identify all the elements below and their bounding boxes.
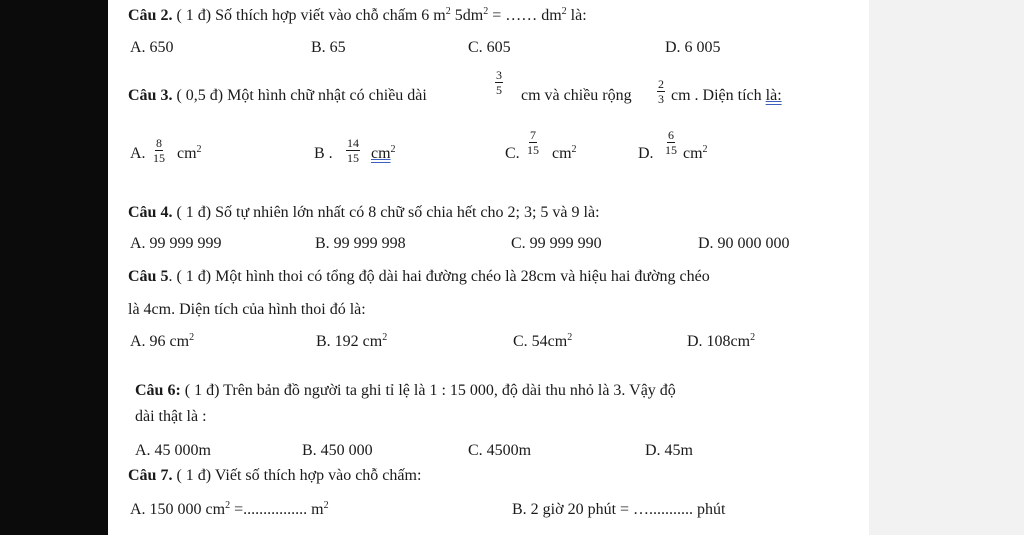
option-text: A. 150 000 cm (130, 501, 226, 518)
question-5-line2: là 4cm. Diện tích của hình thoi đó là: (128, 301, 366, 318)
q3-option-c-fraction (526, 128, 540, 157)
fraction-numerator: 6 (668, 128, 674, 142)
fraction-denominator: 15 (665, 143, 677, 157)
question-4-text: ( 1 đ) Số tự nhiên lớn nhất có 8 chữ số chia hết cho 2; 3; 5 và 9 là: (176, 204, 600, 221)
unit-text: cm (552, 145, 572, 162)
q3-option-d-fraction (664, 128, 678, 157)
right-margin-area (869, 0, 1024, 535)
question-5 (128, 267, 710, 287)
q2-option-d: D. 6 005 (665, 39, 721, 56)
q3-option-a-prefix: A. (130, 145, 146, 162)
exponent: 2 (561, 6, 567, 17)
question-4-label: Câu 4. (128, 204, 173, 221)
question-7 (128, 466, 421, 486)
question-6-line2: dài thật là : (135, 408, 207, 425)
question-4 (128, 203, 600, 223)
option-text: A. 96 cm (130, 333, 190, 350)
q3-option-c-unit (552, 144, 577, 164)
option-text: D. 108cm (687, 333, 751, 350)
exponent: 2 (571, 144, 577, 155)
exponent: 2 (196, 144, 202, 155)
exponent: 2 (483, 6, 489, 17)
exponent: 2 (750, 332, 756, 343)
fraction-numerator: 8 (156, 136, 162, 150)
q7-option-b: B. 2 giờ 20 phút = …........... phút (512, 501, 726, 518)
q5-option-c (513, 332, 572, 352)
option-text: C. 54cm (513, 333, 568, 350)
q5-option-b (316, 332, 387, 352)
question-6 (135, 381, 676, 401)
q4-option-a: A. 99 999 999 (130, 235, 222, 252)
exponent: 2 (390, 144, 396, 155)
exponent: 2 (189, 332, 195, 343)
q6-option-c: C. 4500m (468, 442, 532, 459)
exponent: 2 (225, 500, 231, 511)
fraction-numerator: 2 (658, 77, 664, 91)
q3-option-d-unit (683, 144, 708, 164)
q3-option-b-prefix: B . (314, 145, 333, 162)
length-fraction (495, 68, 503, 97)
q2-option-c: C. 605 (468, 39, 511, 56)
question-5-label: Câu 5 (128, 268, 169, 285)
exponent: 2 (323, 500, 329, 511)
exponent: 2 (445, 6, 451, 17)
question-2 (128, 6, 587, 26)
question-3-mid: cm và chiều rộng (521, 87, 632, 104)
fraction-denominator: 15 (153, 151, 165, 165)
fraction-denominator: 5 (496, 83, 502, 97)
unit-text: cm (177, 145, 197, 162)
question-2-end: là: (566, 7, 587, 24)
question-3-text: ( 0,5 đ) Một hình chữ nhật có chiều dài (176, 87, 427, 104)
question-2-label: Câu 2. (128, 7, 173, 24)
q2-option-b: B. 65 (311, 39, 346, 56)
question-3-tail-text: cm . Diện tích (671, 87, 762, 104)
question-2-tail: = …… dm (488, 7, 562, 24)
question-2-mid: 5dm (450, 7, 484, 24)
q6-option-a: A. 45 000m (135, 442, 211, 459)
q5-option-a (130, 332, 194, 352)
question-3-end: là: (765, 87, 782, 104)
q3-option-b-fraction (346, 136, 360, 165)
q3-option-d-prefix: D. (638, 145, 654, 162)
question-2-text: ( 1 đ) Số thích hợp viết vào chỗ chấm 6 m (176, 7, 446, 24)
unit-text: cm (683, 145, 703, 162)
fraction-numerator: 3 (496, 68, 502, 82)
option-text: B. 192 cm (316, 333, 383, 350)
q6-option-d: D. 45m (645, 442, 693, 459)
exponent: 2 (702, 144, 708, 155)
q4-option-c: C. 99 999 990 (511, 235, 602, 252)
q4-option-d: D. 90 000 000 (698, 235, 790, 252)
width-fraction (657, 77, 665, 106)
q6-option-b: B. 450 000 (302, 442, 373, 459)
question-5-text: . ( 1 đ) Một hình thoi có tổng độ dài hai đường chéo là 28cm và hiệu hai đường chéo (168, 268, 710, 285)
question-7-label: Câu 7. (128, 467, 173, 484)
q2-option-a: A. 650 (130, 39, 174, 56)
fraction-denominator: 15 (347, 151, 359, 165)
question-3-label: Câu 3. (128, 87, 173, 104)
question-6-label: Câu 6: (135, 382, 181, 399)
q7-option-a (130, 500, 329, 520)
q3-option-a-fraction (152, 136, 166, 165)
q3-option-a-unit (177, 144, 202, 164)
question-3-tail (671, 86, 782, 106)
q4-option-b: B. 99 999 998 (315, 235, 406, 252)
question-6-text: ( 1 đ) Trên bản đồ người ta ghi tỉ lệ là 1 : 15 000, độ dài thu nhỏ là 3. Vậy độ (180, 382, 676, 399)
fraction-numerator: 14 (347, 136, 359, 150)
option-tail: =................ m (230, 501, 324, 518)
fraction-numerator: 7 (530, 128, 536, 142)
fraction-denominator: 3 (658, 92, 664, 106)
fraction-denominator: 15 (527, 143, 539, 157)
q5-option-d (687, 332, 755, 352)
question-3 (128, 86, 427, 106)
q3-option-b-unit (371, 144, 396, 164)
question-7-text: ( 1 đ) Viết số thích hợp vào chỗ chấm: (172, 467, 422, 484)
q3-option-c-prefix: C. (505, 145, 520, 162)
exponent: 2 (567, 332, 573, 343)
unit-text: cm (371, 145, 391, 162)
exponent: 2 (382, 332, 388, 343)
